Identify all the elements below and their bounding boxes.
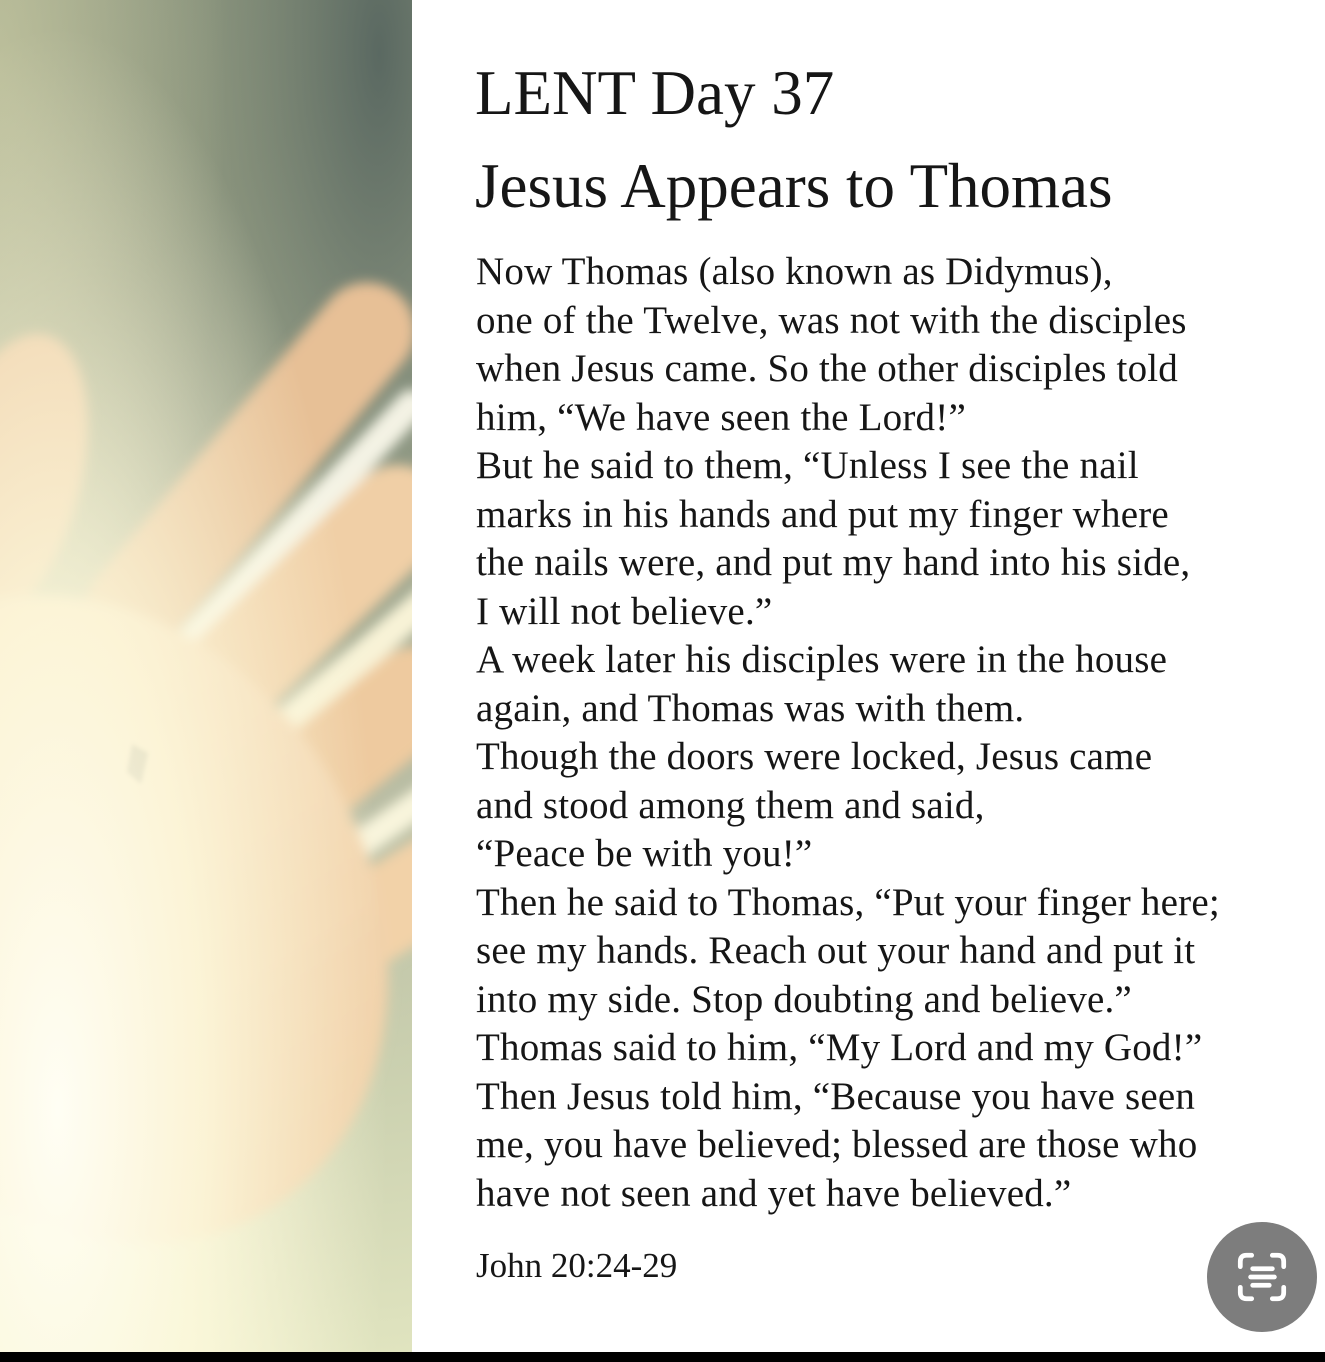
scripture-line: Though the doors were locked, Jesus came <box>476 735 1153 778</box>
scripture-line: and stood among them and said, <box>476 783 985 827</box>
scripture-line: into my side. Stop doubting and believe.” <box>476 977 1132 1021</box>
page-title: LENT Day 37 <box>475 58 835 128</box>
scripture-line: Then he said to Thomas, “Put your finger here; <box>476 880 1220 924</box>
scripture-line: the nails were, and put my hand into his side, <box>476 541 1191 584</box>
scripture-line: Then Jesus told him, “Because you have seen <box>476 1074 1196 1118</box>
bottom-letterbox-bar <box>0 1352 1325 1362</box>
scripture-line: A week later his disciples were in the house <box>476 638 1168 681</box>
scripture-line: marks in his hands and put my finger where <box>476 492 1169 536</box>
scripture-line: I will not believe.” <box>476 589 773 633</box>
devotional-text-panel <box>412 0 1325 1352</box>
scripture-line: Now Thomas (also known as Didymus), <box>476 250 1113 293</box>
scripture-line: “Peace be with you!” <box>476 832 813 875</box>
scripture-line: But he said to them, “Unless I see the nail <box>476 444 1139 487</box>
light-glow <box>0 0 412 1352</box>
scripture-line: one of the Twelve, was not with the disciples <box>476 298 1187 342</box>
scripture-line: Thomas said to him, “My Lord and my God!” <box>476 1026 1203 1069</box>
scripture-line: again, and Thomas was with them. <box>476 686 1025 730</box>
scripture-line: him, “We have seen the Lord!” <box>476 395 966 439</box>
scripture-line: have not seen and yet have believed.” <box>476 1171 1072 1215</box>
scripture-line: me, you have believed; blessed are those who <box>476 1123 1198 1166</box>
scripture-line: see my hands. Reach out your hand and put it <box>476 929 1196 972</box>
scripture-reference: John 20:24-29 <box>476 1246 678 1285</box>
live-text-scan-button[interactable] <box>1207 1222 1317 1332</box>
hand-photo-graphic <box>0 0 412 1352</box>
scripture-line: when Jesus came. So the other disciples told <box>476 347 1179 390</box>
scripture-body <box>476 248 1220 1218</box>
hand-photo <box>0 0 412 1352</box>
live-text-scan-icon <box>1231 1246 1293 1308</box>
page-subtitle: Jesus Appears to Thomas <box>475 151 1113 221</box>
